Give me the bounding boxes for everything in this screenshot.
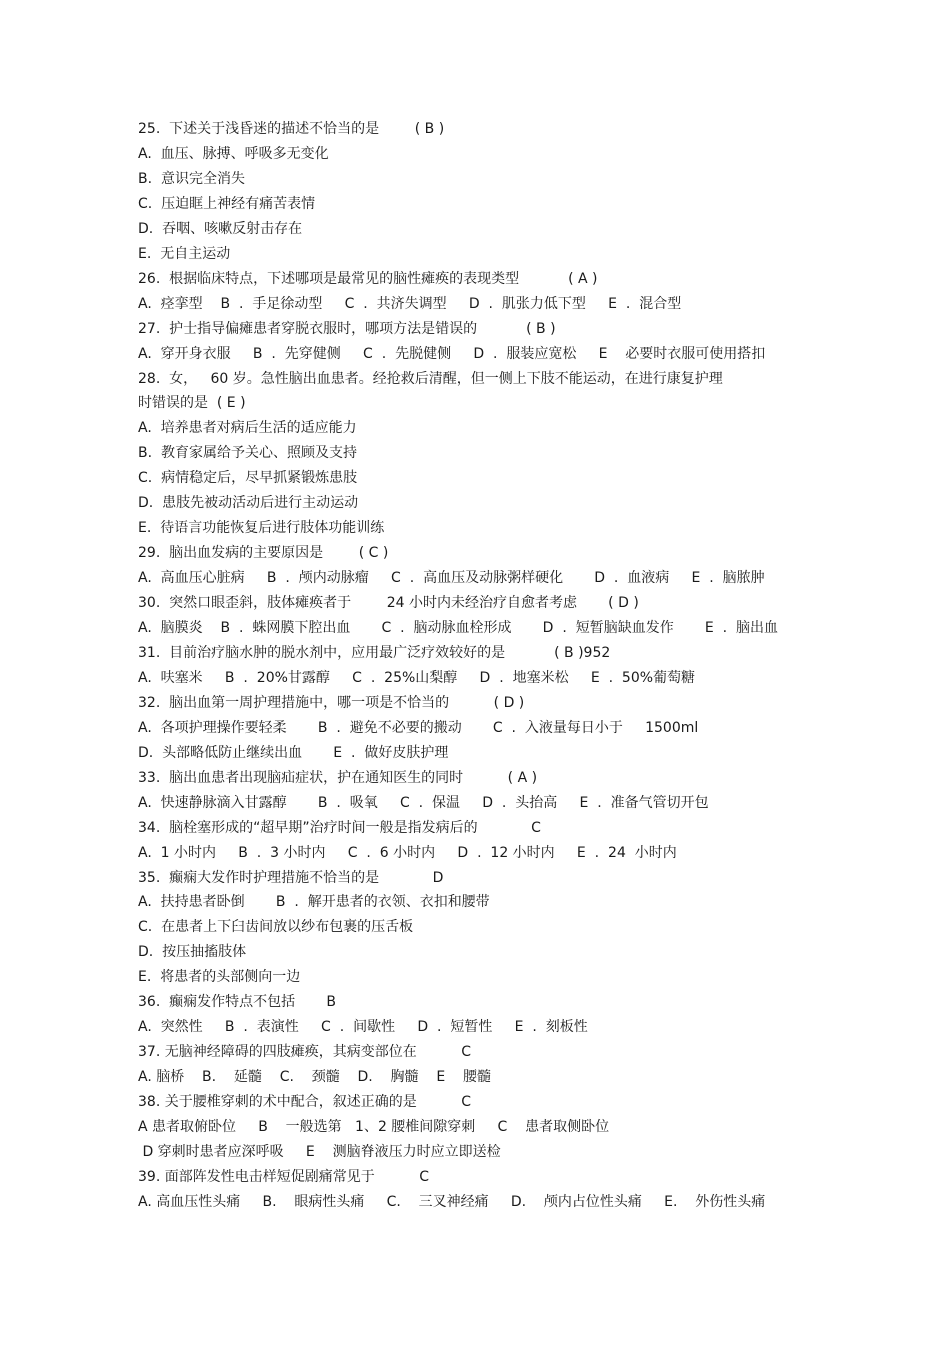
text-line: D 穿刺时患者应深呼吸 E 测脑脊液压力时应立即送检 xyxy=(138,1143,501,1160)
text-line: A. 脑桥 B. 延髓 C. 颈髓 D. 胸髓 E 腰髓 xyxy=(138,1069,491,1086)
text-line: A 患者取俯卧位 B 一般选第 1、2 腰椎间隙穿刺 C 患者取侧卧位 xyxy=(138,1119,610,1135)
text-line: A. 1 小时内 B . 3 小时内 C . 6 小时内 D . 12 小时内 E . 24 小时内 xyxy=(138,844,677,861)
text-line: A. 血压、脉搏、呼吸多无变化 xyxy=(138,145,329,162)
text-line: E. 无自主运动 xyxy=(138,245,231,262)
text-line: C. 压迫眶上神经有痛苦表情 xyxy=(138,195,316,212)
text-line: A. 穿开身衣服 B . 先穿健侧 C . 先脱健侧 D . 服装应宽松 E 必要时衣服可使用搭扣 xyxy=(138,345,766,362)
text-line: 29. 脑出血发病的主要原因是 ( C ) xyxy=(138,545,389,562)
text-line: B. 教育家属给予关心、照顾及支持 xyxy=(138,445,357,462)
text-line: 30. 突然口眼歪斜，肢体瘫痪者于 24 小时内未经治疗自愈者考虑 ( D ) xyxy=(138,595,639,611)
text-line: 37. 无脑神经障碍的四肢瘫痪，其病变部位在 C xyxy=(138,1044,471,1061)
text-line: 35. 癫痫大发作时护理措施不恰当的是 D xyxy=(138,869,444,886)
text-line: 39. 面部阵发性电击样短促剧痛常见于 C xyxy=(138,1168,429,1185)
text-line: 32. 脑出血第一周护理措施中，哪一项是不恰当的 ( D ) xyxy=(138,694,525,711)
text-line: 34. 脑栓塞形成的“超早期”治疗时间一般是指发病后的 C xyxy=(138,819,541,836)
text-line: 时错误的是 ( E ) xyxy=(138,395,246,412)
text-line: 26. 根据临床特点，下述哪项是最常见的脑性瘫痪的表现类型 ( A ) xyxy=(138,270,598,287)
text-line: D. 头部略低防止继续出血 E . 做好皮肤护理 xyxy=(138,744,449,761)
text-line: A. 各项护理操作要轻柔 B . 避免不必要的搬动 C . 入液量每日小于 1500ml xyxy=(138,719,699,736)
text-line: A. 培养患者对病后生活的适应能力 xyxy=(138,420,357,437)
text-line: 36. 癫痫发作特点不包括 B xyxy=(138,994,336,1011)
text-line: A. 突然性 B . 表演性 C . 间歇性 D . 短暂性 E . 刻板性 xyxy=(138,1019,588,1036)
text-line: 31. 目前治疗脑水肿的脱水剂中，应用最广泛疗效较好的是 ( B )952 xyxy=(138,644,611,661)
text-line: E. 将患者的头部侧向一边 xyxy=(138,969,301,986)
text-line: D. 吞咽、咳嗽反射击存在 xyxy=(138,220,303,237)
text-line: 28. 女， 60 岁。急性脑出血患者。经抢救后清醒，但一侧上下肢不能运动，在进行康复护理 xyxy=(138,370,723,387)
text-line: A. 高血压性头痛 B. 眼病性头痛 C. 三叉神经痛 D. 颅内占位性头痛 E. 外伤性头痛 xyxy=(138,1193,766,1210)
text-line: B. 意识完全消失 xyxy=(138,170,245,187)
text-line: E. 待语言功能恢复后进行肢体功能训练 xyxy=(138,520,385,537)
text-line: 38. 关于腰椎穿刺的术中配合，叙述正确的是 C xyxy=(138,1094,471,1110)
text-line: A. 高血压心脏病 B . 颅内动脉瘤 C . 高血压及动脉粥样硬化 D . 血液病 E . 脑脓肿 xyxy=(138,570,765,587)
text-line: A. 脑膜炎 B . 蛛网膜下腔出血 C . 脑动脉血栓形成 D . 短暂脑缺血发作 E . 脑出血 xyxy=(138,620,778,636)
text-line: A. 呋塞米 B . 20%甘露醇 C . 25%山梨醇 D . 地塞米松 E . 50%葡萄糖 xyxy=(138,669,696,686)
text-line: A. 扶持患者卧倒 B . 解开患者的衣领、衣扣和腰带 xyxy=(138,894,490,911)
text-line: D. 按压抽搐肢体 xyxy=(138,944,247,961)
text-line: A. 痉挛型 B . 手足徐动型 C . 共济失调型 D . 肌张力低下型 E . 混合型 xyxy=(138,295,682,312)
text-line: D. 患肢先被动活动后进行主动运动 xyxy=(138,495,359,512)
text-line: 33. 脑出血患者出现脑疝症状，护在通知医生的同时 ( A ) xyxy=(138,769,538,786)
text-line: C. 在患者上下臼齿间放以纱布包裹的压舌板 xyxy=(138,919,414,936)
text-line: 25. 下述关于浅昏迷的描述不恰当的是 ( B ) xyxy=(138,121,445,137)
text-line: A. 快速静脉滴入甘露醇 B . 吸氧 C . 保温 D . 头抬高 E . 准备气管切开包 xyxy=(138,794,709,811)
text-line: 27. 护士指导偏瘫患者穿脱衣服时，哪项方法是错误的 ( B ) xyxy=(138,320,556,337)
text-line: C. 病情稳定后，尽早抓紧锻炼患肢 xyxy=(138,470,358,487)
